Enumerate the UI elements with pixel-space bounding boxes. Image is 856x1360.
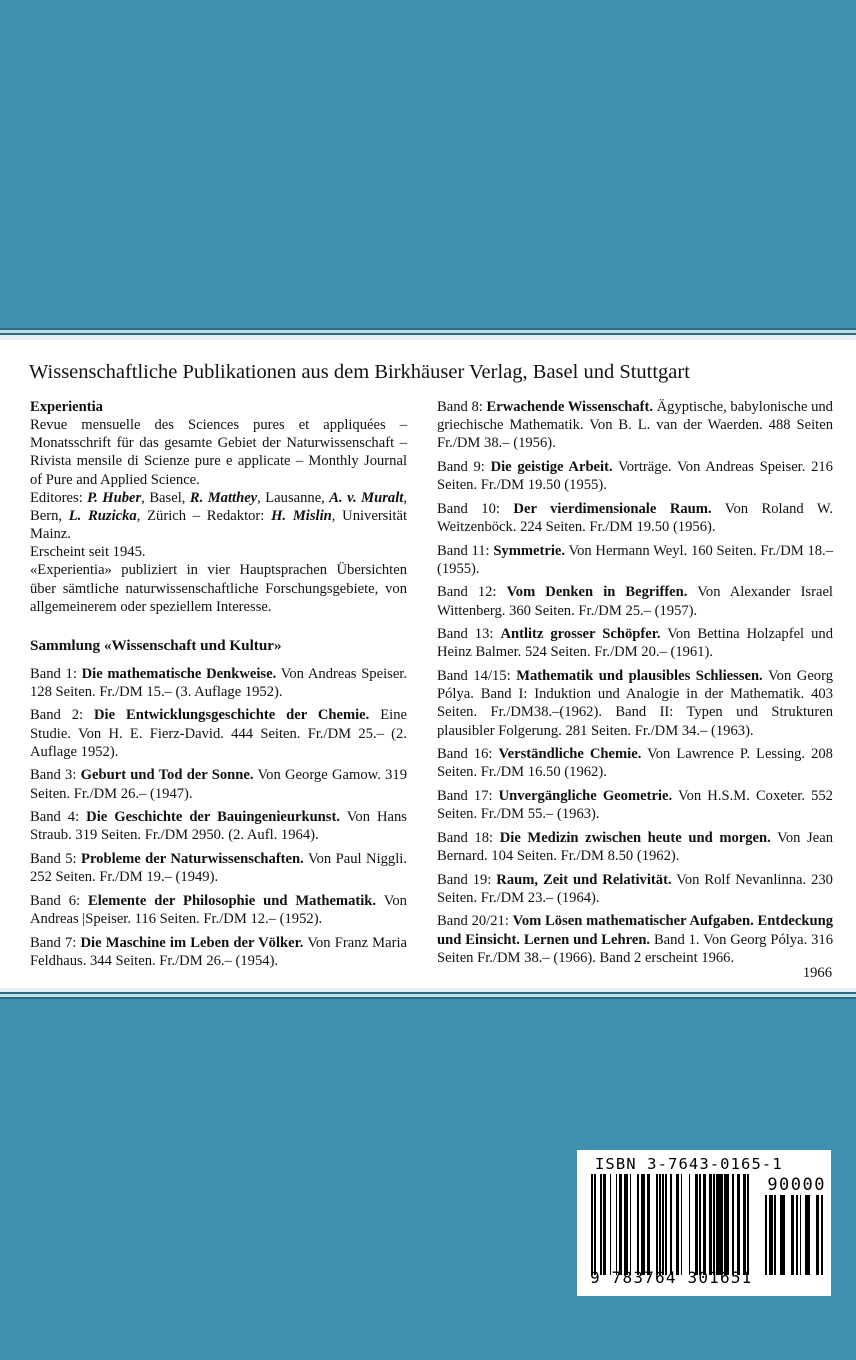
publication-year: 1966 — [802, 965, 832, 981]
book-entry — [437, 398, 833, 452]
entry-band-number: Band 6: — [30, 892, 89, 909]
entry-title: Geburt und Tod der Sonne. — [80, 767, 254, 784]
entry-band-number: Band 20/21: — [437, 913, 513, 930]
entry-details: Vorträge. Von Andreas Speiser. 216 Seiten. Fr./DM 19.50 (1955). — [437, 458, 833, 494]
barcode-bar — [809, 1195, 811, 1275]
experientia-description: Revue mensuelle des Sciences pures et appliquées – Monatsschrift für das gesamte Gebiet der Naturwissenschaft – Rivista mensile di Scienze pure e applicate – Monthly Journal of Pure and Applied Science. — [30, 417, 407, 488]
entry-band-number: Band 16: — [437, 746, 499, 763]
book-entry — [437, 583, 833, 619]
entry-title: Die mathematische Denkweise. — [81, 665, 277, 682]
editor-affiliation: , Basel, — [141, 489, 190, 506]
entry-band-number: Band 8: — [437, 399, 487, 415]
barcode-bar — [627, 1174, 629, 1275]
book-entry — [30, 706, 407, 760]
barcode-bar — [710, 1174, 712, 1275]
barcode-bar — [659, 1174, 661, 1275]
entry-details: Von Hans Straub. 319 Seiten. Fr./DM 2950. (2. Aufl. 1964). — [30, 809, 407, 844]
barcode-bar — [610, 1174, 612, 1275]
barcode-bar — [591, 1174, 593, 1275]
book-entry — [30, 766, 407, 802]
editor-name: A. v. Muralt — [329, 489, 404, 506]
entry-band-number: Band 11: — [437, 542, 494, 559]
entry-title: Raum, Zeit und Relativität. — [496, 871, 672, 888]
barcode-bar — [738, 1174, 740, 1275]
book-entry — [437, 871, 833, 907]
entry-details: Von Roland W. Weitzenböck. 224 Seiten. Fr./DM 19.50 (1956). — [437, 500, 833, 535]
book-entry — [437, 745, 833, 781]
entry-details: Ägyptische, babylonische und griechische Mathematik. Von B. L. van der Waerden. 488 Seiten Fr./DM 38.– (1956). — [437, 399, 833, 452]
barcode-bar — [605, 1174, 607, 1275]
barcode-bar — [732, 1174, 734, 1275]
barcode-bar — [818, 1195, 820, 1275]
editor-name: R. Matthey — [189, 489, 258, 506]
barcode-bar — [630, 1174, 632, 1275]
book-entry — [30, 665, 407, 701]
entry-title: Probleme der Naturwissenschaften. — [81, 851, 304, 868]
editor-affiliation: , Bern, — [30, 489, 407, 524]
barcode-bar — [662, 1174, 664, 1275]
entry-details: Von Andreas |Speiser. 116 Seiten. Fr./DM 12.– (1952). — [30, 892, 407, 928]
book-entry — [437, 458, 833, 494]
barcode-bar — [616, 1174, 618, 1275]
right-column — [430, 398, 856, 976]
barcode-bar — [713, 1174, 715, 1275]
barcode-bar — [594, 1174, 596, 1275]
book-entry — [437, 542, 833, 578]
entry-title: Mathematik und plausibles Schliessen. — [516, 668, 763, 685]
sammlung-heading: Sammlung «Wissenschaft und Kultur» — [30, 636, 282, 654]
entry-band-number: Band 10: — [437, 500, 514, 517]
book-entry — [30, 892, 407, 928]
barcode-bar — [727, 1174, 729, 1275]
entry-title: Die Medizin zwischen heute und morgen. — [499, 829, 771, 846]
editor-affiliation: , Universität Mainz. — [30, 507, 407, 543]
entry-details: Von Georg Pólya. Band I: Induktion und Analogie in der Mathematik. 403 Seiten. Fr./DM38.–(1962). Band II: Typen und Strukturen plausibler Folgerung. 281 Seiten. Fr./DM 34.– (1963). — [437, 668, 833, 739]
barcode-bar — [665, 1174, 667, 1275]
book-entry — [437, 667, 833, 740]
barcode-bar — [800, 1195, 802, 1275]
entry-title: Die Maschine im Leben der Völker. — [80, 934, 304, 951]
entry-band-number: Band 9: — [437, 458, 491, 475]
publications-panel — [0, 340, 856, 988]
barcode-bar — [637, 1174, 639, 1275]
editores-names — [30, 490, 407, 542]
left-entry-list — [30, 665, 407, 970]
book-entry — [30, 808, 407, 844]
book-entry — [30, 934, 407, 970]
entry-title: Symmetrie. — [493, 542, 566, 559]
entry-band-number: Band 5: — [30, 851, 82, 868]
entry-details: Von Lawrence P. Lessing. 208 Seiten. Fr./DM 16.50 (1962). — [437, 746, 833, 781]
barcode-bar — [648, 1174, 650, 1275]
editor-affiliation: , Lausanne, — [257, 489, 330, 506]
entry-band-number: Band 18: — [437, 829, 500, 846]
entry-title: Die Geschichte der Bauingenieurkunst. — [86, 809, 340, 826]
editor-affiliation: , Zürich – Redaktor: — [136, 507, 272, 524]
barcode-bar — [792, 1195, 794, 1275]
entry-title: Vom Denken in Begriffen. — [506, 584, 688, 601]
book-entry — [437, 829, 833, 865]
entry-title: Unvergängliche Geometrie. — [498, 787, 673, 804]
entry-title: Der vierdimensionale Raum. — [513, 500, 712, 517]
barcode-bar — [796, 1195, 798, 1275]
barcode-bar — [747, 1174, 749, 1275]
book-entry — [437, 500, 833, 536]
barcode-bar — [681, 1174, 683, 1275]
barcode-bar — [771, 1195, 773, 1275]
entry-title: Erwachende Wissenschaft. — [486, 399, 653, 415]
barcode-bar — [721, 1174, 723, 1275]
entry-details: Von Paul Niggli. 252 Seiten. Fr./DM 19.– (1949). — [30, 851, 407, 886]
entry-band-number: Band 12: — [437, 584, 507, 601]
barcode-bar — [656, 1174, 658, 1275]
barcode-bar — [689, 1174, 691, 1275]
barcode-bar — [774, 1195, 776, 1275]
barcode-isbn-text: ISBN 3-7643-0165-1 — [595, 1155, 783, 1173]
entry-details: Von Bettina Holzapfel und Heinz Balmer. 524 Seiten. Fr./DM 20.– (1961). — [437, 626, 833, 661]
editor-name: P. Huber — [87, 489, 142, 506]
barcode-bars-main — [591, 1174, 749, 1275]
entry-details: Von Jean Bernard. 104 Seiten. Fr./DM 8.50 (1962). — [437, 829, 833, 864]
entry-title: Antlitz grosser Schöpfer. — [500, 626, 661, 643]
bottom-rule-dark-2 — [0, 997, 856, 999]
experientia-scope: «Experientia» publiziert in vier Hauptsprachen Übersichten über sämtliche naturwissenschaftliche Forschungsgebiete, von allgemeinerem oder speziellem Interesse. — [30, 562, 407, 615]
book-entry — [30, 850, 407, 886]
barcode-bar — [783, 1195, 785, 1275]
two-column-layout — [0, 398, 856, 976]
barcode-bar — [821, 1195, 823, 1275]
right-entry-list — [437, 398, 833, 967]
barcode-bars-addon — [760, 1195, 823, 1275]
entry-band-number: Band 1: — [30, 665, 82, 682]
entry-details: Eine Studie. Von H. E. Fierz-David. 444 Seiten. Fr./DM 25.– (2. Auflage 1952). — [30, 707, 407, 760]
entry-band-number: Band 7: — [30, 934, 81, 951]
barcode-bar — [678, 1174, 680, 1275]
barcode-addon-digits: 90000 — [767, 1175, 826, 1195]
experientia-editores — [30, 489, 407, 543]
entry-band-number: Band 4: — [30, 809, 87, 826]
entry-details: Von Franz Maria Feldhaus. 344 Seiten. Fr./DM 26.– (1954). — [30, 934, 407, 969]
entry-band-number: Band 3: — [30, 767, 81, 784]
entry-details: Band 1. Von Georg Pólya. 316 Seiten Fr./DM 38.– (1966). Band 2 erscheint 1966. — [437, 931, 833, 966]
barcode-bar — [600, 1174, 602, 1275]
entry-details: Von Alexander Israel Wittenberg. 360 Seiten. Fr./DM 25.– (1957). — [437, 584, 833, 619]
entry-details: Von H.S.M. Coxeter. 552 Seiten. Fr./DM 55.– (1963). — [437, 787, 833, 823]
barcode-bar — [765, 1195, 767, 1275]
barcode-bar — [644, 1174, 646, 1275]
experientia-since: Erscheint seit 1945. — [30, 544, 146, 561]
barcode-bar — [620, 1174, 622, 1275]
book-entry — [437, 625, 833, 661]
entry-details: Von George Gamow. 319 Seiten. Fr./DM 26.– (1947). — [30, 767, 407, 802]
barcode-bar — [744, 1174, 746, 1275]
entry-band-number: Band 17: — [437, 787, 499, 804]
page-title: Wissenschaftliche Publikationen aus dem Birkhäuser Verlag, Basel und Stuttgart — [29, 361, 690, 383]
entry-title: Verständliche Chemie. — [498, 746, 642, 763]
barcode-bar — [704, 1174, 706, 1275]
entry-title: Die Entwicklungsgeschichte der Chemie. — [94, 707, 370, 724]
editores-label: Editores: — [30, 489, 88, 506]
barcode-bar — [699, 1174, 701, 1275]
barcode-bar — [696, 1174, 698, 1275]
book-entry — [437, 787, 833, 823]
entry-band-number: Band 13: — [437, 626, 501, 643]
entry-band-number: Band 19: — [437, 871, 497, 888]
book-entry — [437, 912, 833, 966]
barcode — [577, 1150, 831, 1296]
editor-name: H. Mislin — [271, 507, 332, 524]
entry-title: Die geistige Arbeit. — [490, 458, 613, 475]
entry-title: Vom Lösen mathematischer Aufgaben. Entdeckung und Einsicht. Lernen und Lehren. — [437, 913, 833, 948]
editor-name: L. Ruzicka — [68, 507, 137, 524]
entry-title: Elemente der Philosophie und Mathematik. — [88, 892, 377, 909]
entry-band-number: Band 2: — [30, 707, 94, 724]
entry-details: Von Hermann Weyl. 160 Seiten. Fr./DM 18.– (1955). — [437, 542, 833, 577]
entry-details: Von Andreas Speiser. 128 Seiten. Fr./DM 15.– (3. Auflage 1952). — [30, 665, 407, 700]
barcode-bar — [670, 1174, 672, 1275]
entry-band-number: Band 14/15: — [437, 668, 517, 685]
entry-details: Von Rolf Nevanlinna. 230 Seiten. Fr./DM 23.– (1964). — [437, 871, 833, 906]
left-column — [0, 398, 430, 976]
experientia-heading: Experientia — [30, 399, 103, 415]
barcode-ean-digits: 9 783764 301651 — [590, 1268, 753, 1287]
